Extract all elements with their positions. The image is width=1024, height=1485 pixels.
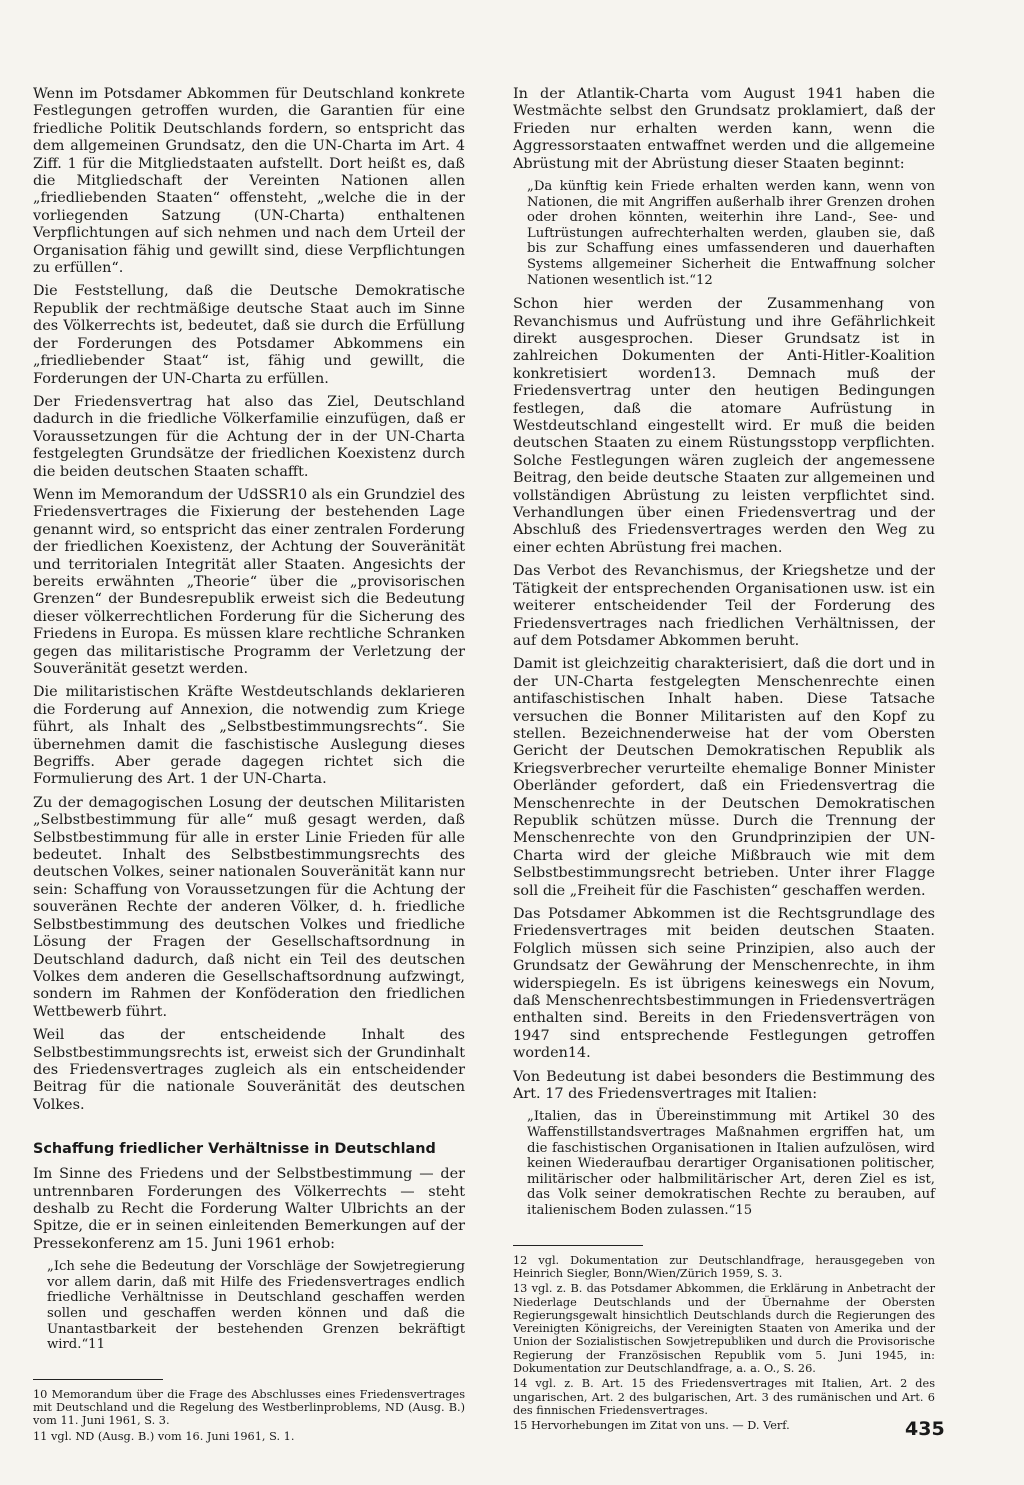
footnote-divider: [33, 1379, 163, 1380]
footnote: 15 Hervorhebungen im Zitat von uns. — D. Verf.: [513, 1419, 790, 1433]
page-number: 435: [905, 1418, 945, 1440]
footnote: 12 vgl. Dokumentation zur Deutschlandfrage, herausgegeben von Heinrich Siegler, Bonn/Wien/Zürich 1959, S. 3.: [513, 1253, 935, 1280]
body-paragraph: Im Sinne des Friedens und der Selbstbestimmung — der untrennbaren Forderungen des Völkerrechts — steht deshalb zu Recht die Forderung Walter Ulbrichts an der Spitze, die er in seinen einleitenden Bemerkungen auf der Pressekonferenz am 15. Juni 1961 erhob:: [33, 1166, 465, 1252]
section-heading: Schaffung friedlicher Verhältnisse in Deutschland: [33, 1141, 436, 1158]
block-quote: „Da künftig kein Friede erhalten werden kann, wenn von Nationen, die mit Angriffen außerhalb ihrer Grenzen drohen oder drohen könnten, weiterhin ihre Land-, See- und Luftrüstungen aufrechterhalten werden, glauben sie, daß bis zur Schaffung eines umfassenderen und dauerhaften Systems allgemeiner Sicherheit die Entwaffnung solcher Nationen wesentlich ist.“12: [527, 179, 935, 288]
body-paragraph: Weil das der entscheidende Inhalt des Selbstbestimmungsrechts ist, erweist sich der Grundinhalt des Friedensvertrages zugleich als ein entscheidender Beitrag für die nationale Souveränität des deutschen Volkes.: [33, 1027, 465, 1113]
footnote: 11 vgl. ND (Ausg. B.) vom 16. Juni 1961, S. 1.: [33, 1429, 295, 1443]
body-paragraph: Von Bedeutung ist dabei besonders die Bestimmung des Art. 17 des Friedensvertrages mit Italien:: [513, 1068, 935, 1103]
body-paragraph: In der Atlantik-Charta vom August 1941 haben die Westmächte selbst den Grundsatz proklamiert, daß der Frieden nur erhalten werden kann, wenn die Aggressorstaaten entwaffnet werden und die allgemeine Abrüstung mit der Abrüstung dieser Staaten beginnt:: [513, 86, 935, 172]
footnote: 13 vgl. z. B. das Potsdamer Abkommen, die Erklärung in Anbetracht der Niederlage Deutschlands und der Übernahme der Obersten Regierungsgewalt hinsichtlich Deutschlands durch die Regierungen des Vereinigten Königreichs, der Vereinigten Staaten von Amerika und der Union der Sozialistischen Sowjetrepubliken und durch die Provisorische Regierung der Französischen Republik vom 5. Juni 1945, in: Dokumentation zur Deutschlandfrage, a. a. O., S. 26.: [513, 1282, 935, 1375]
right-column: [513, 86, 935, 1434]
footnote: 14 vgl. z. B. Art. 15 des Friedensvertrages mit Italien, Art. 2 des ungarischen, Art. 2 des bulgarischen, Art. 3 des rumänischen und Art. 6 des finnischen Friedensvertrages.: [513, 1377, 935, 1417]
body-paragraph: Die militaristischen Kräfte Westdeutschlands deklarieren die Forderung auf Annexion, die notwendig zum Kriege führt, als Inhalt des „Selbstbestimmungsrechts“. Sie übernehmen damit die faschistische Auslegung dieses Begriffs. Aber gerade dagegen richtet sich die Formulierung des Art. 1 der UN-Charta.: [33, 684, 465, 788]
body-paragraph: Das Verbot des Revanchismus, der Kriegshetze und der Tätigkeit der entsprechenden Organisationen usw. ist ein weiterer entscheidender Teil der Forderung des Friedensvertrages nach friedlichen Verhältnissen, der auf dem Potsdamer Abkommen beruht.: [513, 563, 935, 649]
body-paragraph: Das Potsdamer Abkommen ist die Rechtsgrundlage des Friedensvertrages mit beiden deutschen Staaten. Folglich müssen sich seine Prinzipien, also auch der Grundsatz der Gewährung der Menschenrechte, in ihm widerspiegeln. Es ist übrigens keineswegs ein Novum, daß Menschenrechtsbestimmungen in Friedensverträgen enthalten sind. Bereits in den Friedensverträgen von 1947 sind entsprechende Festlegungen getroffen worden14.: [513, 906, 935, 1062]
block-quote: „Ich sehe die Bedeutung der Vorschläge der Sowjetregierung vor allem darin, daß mit Hilfe des Friedensvertrages endlich friedliche Verhältnisse in Deutschland geschaffen werden sollen und geschaffen werden können und daß die Unantastbarkeit der bestehenden Grenzen bekräftigt wird.“11: [47, 1259, 465, 1353]
body-paragraph: Damit ist gleichzeitig charakterisiert, daß die dort und in der UN-Charta festgelegten Menschenrechte einen antifaschistischen Inhalt haben. Diese Tatsache versuchen die Bonner Militaristen auf den Kopf zu stellen. Bezeichnenderweise hat der vom Obersten Gericht der Deutschen Demokratischen Republik als Kriegsverbrecher verurteilte ehemalige Bonner Minister Oberländer gefordert, daß ein Friedensvertrag die Menschenrechte in der Deutschen Demokratischen Republik schützen müsse. Durch die Trennung der Menschenrechte von den Grundprinzipien der UN-Charta wird der gleiche Mißbrauch wie mit dem Selbstbestimmungsrecht betrieben. Unter ihrer Flagge soll die „Freiheit für die Faschisten“ geschaffen werden.: [513, 656, 935, 899]
body-paragraph: Die Feststellung, daß die Deutsche Demokratische Republik der rechtmäßige deutsche Staat auch im Sinne des Völkerrechts ist, bedeutet, daß sie durch die Erfüllung der Forderungen des Potsdamer Abkommens ein „friedliebender Staat“ ist, fähig und gewillt, die Forderungen der UN-Charta zu erfüllen.: [33, 283, 465, 387]
body-paragraph: Wenn im Potsdamer Abkommen für Deutschland konkrete Festlegungen getroffen wurden, die Garantien für eine friedliche Politik Deutschlands fordern, so entspricht das dem allgemeinen Grundsatz, den die UN-Charta im Art. 4 Ziff. 1 für die Mitgliedstaaten aufstellt. Dort heißt es, daß die Mitgliedschaft der Vereinten Nationen allen „friedliebenden Staaten“ offensteht, „welche die in der vorliegenden Satzung (UN-Charta) enthaltenen Verpflichtungen auf sich nehmen und nach dem Urteil der Organisation fähig und gewillt sind, diese Verpflichtungen zu erfüllen“.: [33, 86, 465, 277]
footnote: 10 Memorandum über die Frage des Abschlusses eines Friedensvertrages mit Deutschland und die Regelung des Westberlinproblems, ND (Ausg. B.) vom 11. Juni 1961, S. 3.: [33, 1387, 465, 1428]
body-paragraph: Schon hier werden der Zusammenhang von Revanchismus und Aufrüstung und ihre Gefährlichkeit direkt ausgesprochen. Dieser Grundsatz ist in zahlreichen Dokumenten der Anti-Hitler-Koalition konkretisiert worden13. Demnach muß der Friedensvertrag unter den heutigen Bedingungen festlegen, daß die atomare Aufrüstung in Westdeutschland eingestellt wird. Er muß die beiden deutschen Staaten zu einem Rüstungsstopp verpflichten. Solche Festlegungen wären zugleich der angemessene Beitrag, den beide deutsche Staaten zur allgemeinen und vollständigen Abrüstung zu leisten verpflichtet sind. Verhandlungen über einen Friedensvertrag und der Abschluß des Friedensvertrages werden den Weg zu einer echten Abrüstung frei machen.: [513, 296, 935, 556]
block-quote: „Italien, das in Übereinstimmung mit Artikel 30 des Waffenstillstandsvertrages Maßnahmen ergriffen hat, um die faschistischen Organisationen in Italien aufzulösen, wird keinen Wiederaufbau derartiger Organisationen politischer, militärischer oder halbmilitärischer Art, deren Ziel es ist, das Volk seiner demokratischen Rechte zu berauben, auf italienischem Boden zulassen.“15: [527, 1109, 935, 1219]
left-column: [33, 86, 465, 1445]
footnote-divider: [513, 1245, 643, 1246]
body-paragraph: Wenn im Memorandum der UdSSR10 als ein Grundziel des Friedensvertrages die Fixierung der bestehenden Lage genannt wird, so entspricht das einer zentralen Forderung der friedlichen Koexistenz, der Achtung der Souveränität und territorialen Integrität aller Staaten. Angesichts der bereits erwähnten „Theorie“ über die „provisorischen Grenzen“ der Bundesrepublik erweist sich die Bedeutung dieser völkerrechtlichen Forderung für die Sicherung des Friedens in Europa. Es müssen klare rechtliche Schranken gegen das militaristische Programm der Verletzung der Souveränität gesetzt werden.: [33, 486, 465, 677]
body-paragraph: Zu der demagogischen Losung der deutschen Militaristen „Selbstbestimmung für alle“ muß gesagt werden, daß Selbstbestimmung für alle in erster Linie Frieden für alle bedeutet. Inhalt des Selbstbestimmungsrechts des deutschen Volkes, seiner nationalen Souveränität kann nur sein: Schaffung von Voraussetzungen für die Achtung der souveränen Rechte der anderen Völker, d. h. friedliche Selbstbestimmung des deutschen Volkes und friedliche Lösung der Fragen der Gesellschaftsordnung in Deutschland dadurch, daß nicht ein Teil des deutschen Volkes dem anderen die Gesellschaftsordnung aufzwingt, sondern im Rahmen der Konföderation den friedlichen Wettbewerb führt.: [33, 794, 465, 1020]
body-paragraph: Der Friedensvertrag hat also das Ziel, Deutschland dadurch in die friedliche Völkerfamilie einzufügen, daß er Voraussetzungen für die Achtung der in der UN-Charta festgelegten Grundsätze der friedlichen Koexistenz durch die beiden deutschen Staaten schafft.: [33, 393, 465, 480]
